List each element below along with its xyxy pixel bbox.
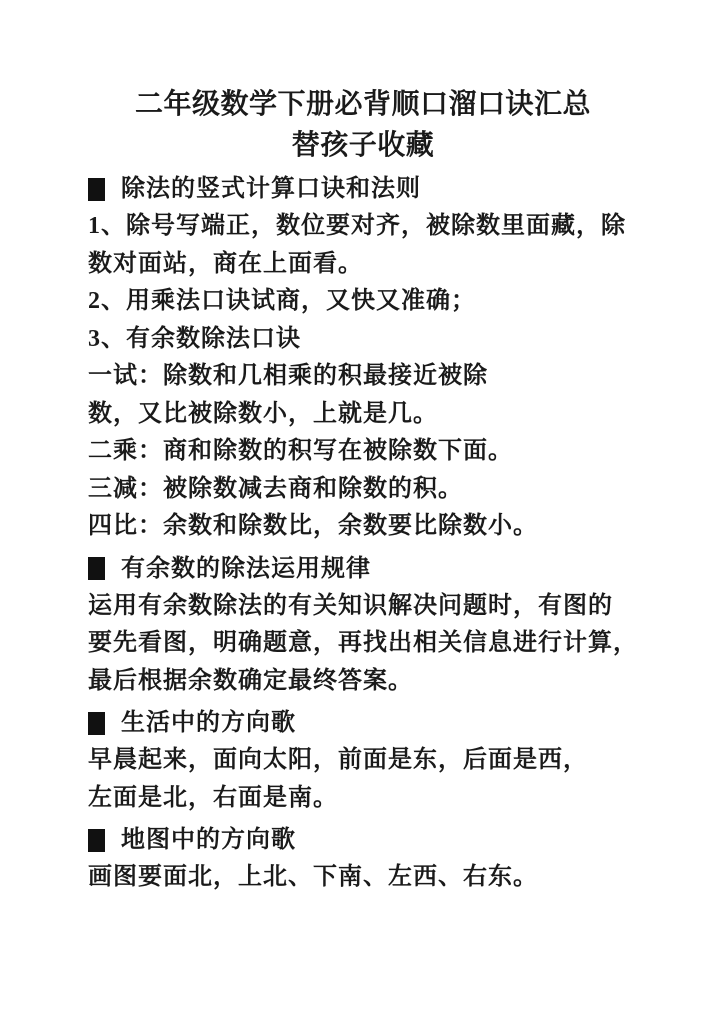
section-heading-direction-song-life xyxy=(88,704,638,742)
section-heading-text: 地图中的方向歌 xyxy=(121,827,296,853)
text-line: 四比：余数和除数比，余数要比除数小。 xyxy=(88,513,538,539)
black-square-icon xyxy=(88,712,105,735)
document-title xyxy=(88,84,638,166)
text-line: 一试：除数和几相乘的积最接近被除 xyxy=(88,363,488,389)
text-line: 3、有余数除法口诀 xyxy=(88,325,301,352)
section-heading-text: 除法的竖式计算口诀和法则 xyxy=(121,176,421,202)
text-line: 2、用乘法口诀试商，又快又准确； xyxy=(88,288,476,314)
text-line: 左面是北，右面是南。 xyxy=(88,784,338,811)
text-line: 二乘：商和除数的积写在被除数下面。 xyxy=(88,438,513,464)
text-line: 画图要面北，上北、下南、左西、右东。 xyxy=(88,864,538,890)
section-heading-text: 生活中的方向歌 xyxy=(121,710,296,736)
text-line: 要先看图，明确题意，再找出相关信息进行计算， xyxy=(88,630,638,656)
title-line-2: 替孩子收藏 xyxy=(291,130,435,161)
black-square-icon xyxy=(88,178,105,201)
text-line: 运用有余数除法的有关知识解决问题时，有图的 xyxy=(88,592,613,619)
section-heading-remainder-rules xyxy=(88,550,638,588)
text-line: 数，又比被除数小，上就是几。 xyxy=(88,400,438,427)
section-heading-text: 有余数的除法运用规律 xyxy=(121,555,371,582)
title-line-1: 二年级数学下册必背顺口溜口诀汇总 xyxy=(134,89,591,120)
section-heading-division-rules xyxy=(88,170,638,208)
text-line: 最后根据余数确定最终答案。 xyxy=(88,667,413,694)
black-square-icon xyxy=(88,829,105,852)
text-line: 数对面站，商在上面看。 xyxy=(88,250,363,277)
text-line: 1、除号写端正，数位要对齐，被除数里面藏，除 xyxy=(88,213,626,239)
section-heading-direction-song-map xyxy=(88,821,638,859)
text-line: 早晨起来，面向太阳，前面是东，后面是西， xyxy=(88,747,588,773)
black-square-icon xyxy=(88,557,105,580)
text-line: 三减：被除数减去商和除数的积。 xyxy=(88,475,463,502)
